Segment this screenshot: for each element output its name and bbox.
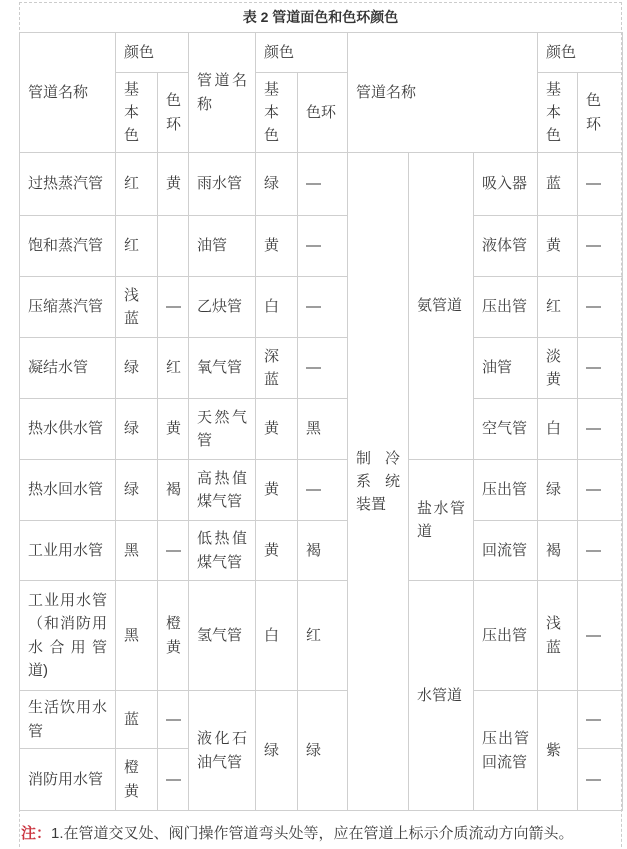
color-ring-cell: 黄 <box>158 153 189 216</box>
color-ring-cell: — <box>158 277 189 338</box>
basic-color-cell: 绿 <box>116 460 158 521</box>
basic-color-cell: 蓝 <box>538 153 578 216</box>
device-group-cell: 制冷系统装置 <box>348 153 409 811</box>
basic-color-header: 基本色 <box>538 73 578 153</box>
color-ring-cell: — <box>578 216 623 277</box>
pipe-name-cell: 过热蒸汽管 <box>20 153 116 216</box>
basic-color-cell: 白 <box>538 399 578 460</box>
pipe-name-cell: 压出管回流管 <box>474 691 538 811</box>
color-ring-cell: 绿 <box>298 691 348 811</box>
pipe-name-cell: 生活饮用水管 <box>20 691 116 749</box>
color-ring-cell: 红 <box>158 338 189 399</box>
pipe-name-cell: 饱和蒸汽管 <box>20 216 116 277</box>
color-ring-cell: — <box>298 277 348 338</box>
color-ring-header: 色环 <box>578 73 623 153</box>
basic-color-cell: 浅蓝 <box>116 277 158 338</box>
pipe-name-header: 管道名称 <box>348 33 538 153</box>
basic-color-cell: 黄 <box>538 216 578 277</box>
color-ring-cell: — <box>158 749 189 811</box>
color-ring-cell: — <box>578 749 623 811</box>
pipe-name-cell: 低热值煤气管 <box>189 521 256 581</box>
basic-color-cell: 红 <box>116 153 158 216</box>
table-row <box>20 581 623 691</box>
pipe-subgroup-cell: 盐水管道 <box>409 460 474 581</box>
basic-color-cell: 红 <box>538 277 578 338</box>
basic-color-cell: 黑 <box>116 521 158 581</box>
table-row <box>20 277 623 338</box>
color-ring-cell: 黑 <box>298 399 348 460</box>
basic-color-cell: 淡黄 <box>538 338 578 399</box>
color-ring-cell: — <box>578 153 623 216</box>
pipe-color-table <box>19 32 623 811</box>
color-header: 颜色 <box>538 33 623 73</box>
basic-color-cell: 绿 <box>116 399 158 460</box>
pipe-name-cell: 液体管 <box>474 216 538 277</box>
basic-color-header: 基本色 <box>256 73 298 153</box>
color-header: 颜色 <box>116 33 189 73</box>
pipe-name-cell: 油管 <box>189 216 256 277</box>
pipe-name-cell: 液化石油气管 <box>189 691 256 811</box>
pipe-name-cell: 工业用水管 <box>20 521 116 581</box>
note-label: 注： <box>21 825 52 842</box>
color-ring-cell: — <box>298 216 348 277</box>
color-ring-cell: 黄 <box>158 399 189 460</box>
table-row <box>20 153 623 216</box>
color-ring-cell: — <box>578 277 623 338</box>
color-ring-cell <box>158 216 189 277</box>
table-row <box>20 691 623 749</box>
content-region <box>19 2 622 849</box>
color-ring-cell: — <box>578 581 623 691</box>
pipe-name-cell: 压出管 <box>474 277 538 338</box>
basic-color-cell: 绿 <box>256 153 298 216</box>
color-header: 颜色 <box>256 33 348 73</box>
pipe-name-cell: 压出管 <box>474 581 538 691</box>
pipe-name-cell: 高热值煤气管 <box>189 460 256 521</box>
color-ring-cell: — <box>158 521 189 581</box>
basic-color-cell: 黄 <box>256 399 298 460</box>
header-row-1 <box>20 33 623 73</box>
color-ring-cell: 橙黄 <box>158 581 189 691</box>
pipe-name-cell: 雨水管 <box>189 153 256 216</box>
basic-color-cell: 白 <box>256 277 298 338</box>
basic-color-cell: 黄 <box>256 216 298 277</box>
basic-color-cell: 紫 <box>538 691 578 811</box>
color-ring-cell: 褐 <box>298 521 348 581</box>
pipe-name-cell: 消防用水管 <box>20 749 116 811</box>
basic-color-cell: 黑 <box>116 581 158 691</box>
color-ring-cell: — <box>298 153 348 216</box>
basic-color-cell: 浅蓝 <box>538 581 578 691</box>
color-ring-cell: — <box>578 691 623 749</box>
basic-color-cell: 绿 <box>116 338 158 399</box>
color-ring-cell: — <box>298 460 348 521</box>
pipe-name-header: 管道名称 <box>189 33 256 153</box>
pipe-name-cell: 凝结水管 <box>20 338 116 399</box>
color-ring-cell: 褐 <box>158 460 189 521</box>
color-ring-cell: — <box>578 399 623 460</box>
table-title: 表 2 管道面色和色环颜色 <box>242 9 399 25</box>
pipe-subgroup-cell: 氨管道 <box>409 153 474 460</box>
pipe-name-cell: 乙炔管 <box>189 277 256 338</box>
pipe-name-cell: 空气管 <box>474 399 538 460</box>
basic-color-cell: 蓝 <box>116 691 158 749</box>
note-text: 1.在管道交叉处、阀门操作管道弯头处等，应在管道上标示介质流动方向箭头。 <box>51 825 574 842</box>
table-note <box>20 811 621 846</box>
basic-color-cell: 黄 <box>256 460 298 521</box>
pipe-name-cell: 压出管 <box>474 460 538 521</box>
pipe-name-cell: 回流管 <box>474 521 538 581</box>
pipe-name-cell: 油管 <box>474 338 538 399</box>
table-row <box>20 521 623 581</box>
basic-color-cell: 橙黄 <box>116 749 158 811</box>
pipe-name-cell: 氢气管 <box>189 581 256 691</box>
color-ring-cell: — <box>578 338 623 399</box>
pipe-name-cell: 工业用水管（和消防用水合用管道) <box>20 581 116 691</box>
basic-color-cell: 黄 <box>256 521 298 581</box>
table-row <box>20 399 623 460</box>
pipe-name-cell: 吸入器 <box>474 153 538 216</box>
color-ring-cell: — <box>578 460 623 521</box>
color-ring-cell: — <box>158 691 189 749</box>
basic-color-cell: 深蓝 <box>256 338 298 399</box>
basic-color-cell: 红 <box>116 216 158 277</box>
color-ring-cell: — <box>298 338 348 399</box>
pipe-name-cell: 压缩蒸汽管 <box>20 277 116 338</box>
color-ring-cell: — <box>578 521 623 581</box>
pipe-name-cell: 热水回水管 <box>20 460 116 521</box>
basic-color-cell: 褐 <box>538 521 578 581</box>
table-row <box>20 460 623 521</box>
pipe-name-header: 管道名称 <box>20 33 116 153</box>
color-ring-cell: 红 <box>298 581 348 691</box>
basic-color-header: 基本色 <box>116 73 158 153</box>
table-row <box>20 338 623 399</box>
pipe-name-cell: 氧气管 <box>189 338 256 399</box>
pipe-name-cell: 天然气管 <box>189 399 256 460</box>
pipe-name-cell: 热水供水管 <box>20 399 116 460</box>
table-row <box>20 216 623 277</box>
basic-color-cell: 绿 <box>538 460 578 521</box>
pipe-subgroup-cell: 水管道 <box>409 581 474 811</box>
basic-color-cell: 白 <box>256 581 298 691</box>
color-ring-header: 色环 <box>158 73 189 153</box>
basic-color-cell: 绿 <box>256 691 298 811</box>
color-ring-header: 色环 <box>298 73 348 153</box>
